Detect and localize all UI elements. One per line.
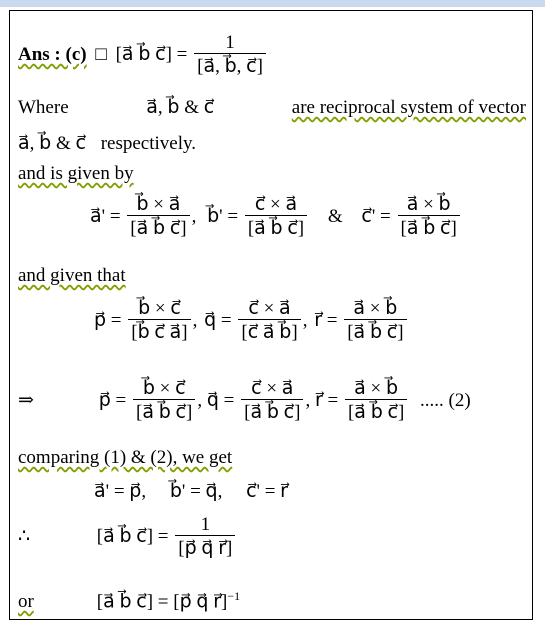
a-prime-numerator: b⃗ × a⃗	[136, 194, 181, 215]
final2-equation: [a⃗ b⃗ c⃗] = [p⃗ q⃗ r⃗]	[96, 591, 228, 613]
given-that-text: and given that	[18, 265, 126, 286]
or-word: or	[18, 591, 34, 613]
or-line	[18, 585, 240, 613]
solution-box	[9, 10, 533, 620]
r-denominator: [a⃗ b⃗ c⃗]	[344, 319, 406, 344]
c-prime-numerator: a⃗ × b⃗	[406, 194, 451, 215]
q2-denominator: [a⃗ b⃗ c⃗]	[241, 399, 303, 424]
equalities-text: a⃗' = p⃗, b⃗' = q⃗, c⃗' = r⃗	[94, 481, 288, 502]
answer-line	[18, 33, 268, 78]
where-word: Where	[18, 97, 69, 118]
therefore-symbol: ∴	[18, 525, 31, 547]
respectively-vectors: a⃗, b⃗ & c⃗	[18, 133, 86, 154]
answer-lhs: [a⃗ b⃗ c⃗] =	[115, 43, 188, 65]
answer-numerator: 1	[225, 32, 235, 53]
equation-tag: ..... (2)	[420, 389, 471, 411]
p-numerator: b⃗ × c⃗	[138, 298, 181, 319]
p2-numerator: b⃗ × c⃗	[142, 378, 186, 399]
r2-fraction	[345, 379, 407, 424]
implies-line: ⇒ p⃗ = $\frac{b⃗ \times c⃗}{[a⃗ b⃗ c⃗]}$ , q⃗ = $\frac{c⃗ \times a⃗}{[a⃗ b⃗ c⃗]}$ , r⃗ = $\frac{a⃗ \times b⃗}{[a⃗ b⃗ c⃗]}$ ..... (2)	[18, 378, 471, 423]
r-numerator: a⃗ × b⃗	[353, 298, 398, 319]
r-lhs: r⃗ =	[314, 309, 338, 331]
final2-exponent: −1	[227, 589, 241, 603]
final1-lhs: [a⃗ b⃗ c⃗] =	[96, 525, 169, 547]
where-line	[18, 97, 526, 119]
c-prime-lhs: c⃗' =	[361, 205, 391, 227]
p2-lhs: p⃗ =	[98, 389, 127, 411]
comparing-text: comparing (1) & (2), we get	[18, 447, 233, 468]
b-prime-denominator: [a⃗ b⃗ c⃗]	[245, 215, 307, 240]
pqr-definitions: p⃗ = $\frac{b⃗ \times c⃗}{[b⃗ c⃗ a⃗]}$ , q⃗ = $\frac{c⃗ \times a⃗}{[c⃗ a⃗ b⃗]}$ , r⃗ = $\frac{a⃗ \times b⃗}{[a⃗ b⃗ c⃗]}$	[94, 299, 409, 344]
p2-fraction	[133, 379, 195, 424]
q2-fraction	[241, 379, 303, 424]
respectively-word: respectively.	[100, 133, 196, 154]
b-prime-numerator: c⃗ × a⃗	[254, 194, 298, 215]
p2-denominator: [a⃗ b⃗ c⃗]	[133, 399, 195, 424]
answer-fraction	[194, 33, 266, 78]
window-top-bar	[0, 0, 545, 7]
answer-denominator: [a⃗, b⃗, c⃗]	[194, 53, 266, 78]
q2-numerator: c⃗ × a⃗	[251, 378, 294, 399]
r-fraction	[344, 299, 406, 344]
implies-arrow: ⇒	[18, 389, 34, 411]
given-that-line	[18, 265, 126, 287]
p-lhs: p⃗ =	[94, 309, 122, 331]
where-vectors: a⃗, b⃗ & c⃗	[146, 97, 215, 118]
given-by-text: and is given by	[18, 163, 134, 184]
answer-label: Ans : (c)	[18, 43, 87, 65]
comparing-line	[18, 447, 232, 469]
q-numerator: c⃗ × a⃗	[248, 298, 291, 319]
final1-fraction	[175, 515, 235, 560]
respectively-line	[18, 133, 196, 155]
reciprocal-definitions: a⃗' = $\frac{b⃗ \times a⃗}{[a⃗ b⃗ c⃗]}$ , b⃗' = $\frac{c⃗ \times a⃗}{[a⃗ b⃗ c⃗]}$ & c⃗' = $\frac{a⃗ \times b⃗}{[a⃗ b⃗ c⃗]}$	[90, 195, 462, 240]
p-denominator: [b⃗ c⃗ a⃗]	[128, 319, 190, 344]
a-prime-denominator: [a⃗ b⃗ c⃗]	[127, 215, 189, 240]
equalities-line	[94, 481, 288, 503]
r2-numerator: a⃗ × b⃗	[354, 378, 399, 399]
given-by-line	[18, 163, 134, 185]
c-prime-fraction	[398, 195, 460, 240]
a-prime-lhs: a⃗' =	[90, 205, 121, 227]
ampersand: &	[327, 205, 343, 227]
where-rest: are reciprocal system of vector	[291, 97, 526, 118]
c-prime-denominator: [a⃗ b⃗ c⃗]	[398, 215, 460, 240]
b-prime-lhs: b⃗' =	[207, 205, 239, 227]
r2-denominator: [a⃗ b⃗ c⃗]	[345, 399, 407, 424]
q-lhs: q⃗ =	[204, 309, 232, 331]
final1-denominator: [p⃗ q⃗ r⃗]	[175, 535, 235, 560]
final1-numerator: 1	[200, 514, 211, 535]
p-fraction	[128, 299, 190, 344]
q-denominator: [c⃗ a⃗ b⃗]	[238, 319, 300, 344]
r2-lhs: r⃗ =	[314, 389, 339, 411]
therefore-line	[18, 515, 237, 560]
a-prime-fraction	[127, 195, 189, 240]
square-box-icon: □	[95, 43, 107, 65]
b-prime-fraction	[245, 195, 307, 240]
q-fraction	[238, 299, 300, 344]
q2-lhs: q⃗ =	[206, 389, 235, 411]
